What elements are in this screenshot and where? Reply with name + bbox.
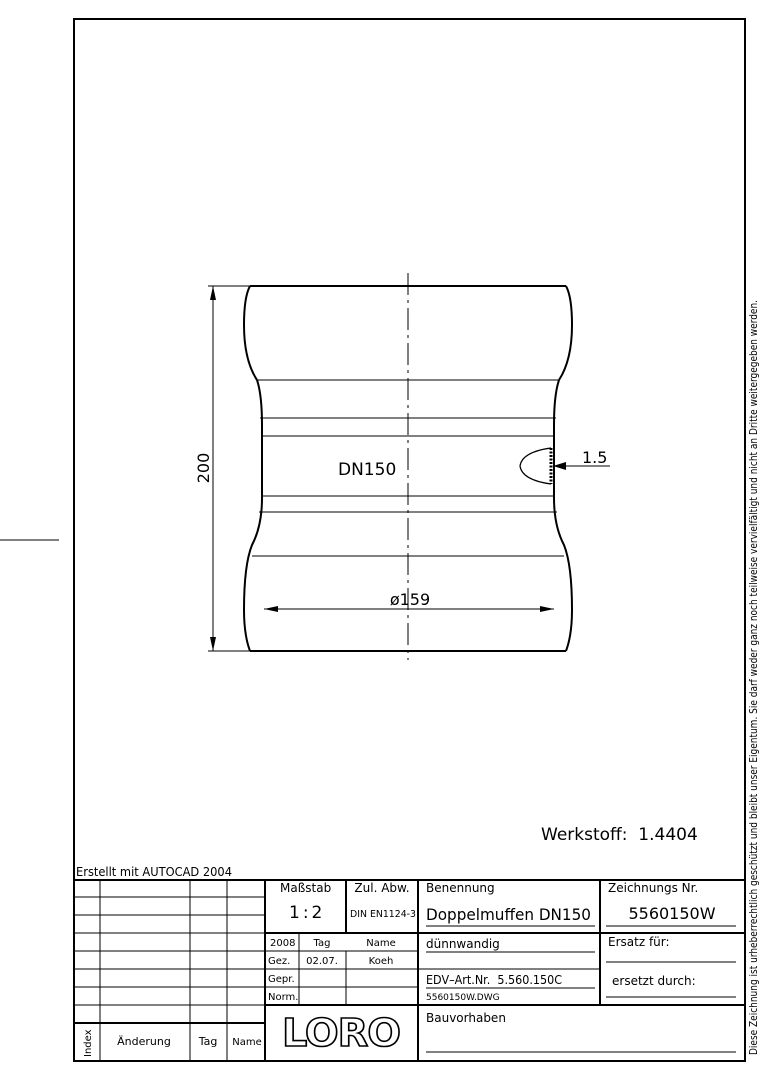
checked-label: Gepr. xyxy=(268,974,295,985)
company-logo xyxy=(282,1011,400,1055)
designation-value: Doppelmuffen DN150 xyxy=(426,905,591,924)
created-with-note: Erstellt mit AUTOCAD 2004 xyxy=(76,865,232,879)
day-header: Tag xyxy=(313,938,331,949)
copyright-note: Diese Zeichnung ist urheberrechtlich geschützt und bleibt unser Eigentum. Sie darf weder ganz noch teilweise vervielfältigt und nicht an Dritte weitergegeben werden. xyxy=(749,199,760,1055)
revision-index-header: Index xyxy=(83,1029,94,1057)
drawing-number-value: 5560150W xyxy=(628,904,716,923)
replaced-by-label: ersetzt durch: xyxy=(612,974,696,988)
wall-thickness-detail xyxy=(520,448,551,484)
name-header: Name xyxy=(366,938,396,949)
scale-value: 1:2 xyxy=(289,903,326,923)
sleeve-left-contour xyxy=(244,286,262,651)
file-name: 5560150W.DWG xyxy=(426,993,500,1003)
drawn-label: Gez. xyxy=(268,956,291,967)
diameter-dimension-label: ø159 xyxy=(389,590,431,609)
drawn-name: Koeh xyxy=(368,956,394,967)
nominal-diameter-label: DN150 xyxy=(338,460,397,480)
edp-article-number: EDV–Art.Nr. 5.560.150C xyxy=(426,973,562,987)
tolerance-label: Zul. Abw. xyxy=(354,881,410,895)
revision-day-header: Tag xyxy=(198,1035,218,1048)
drawn-day: 02.07. xyxy=(306,956,338,967)
variant-text: dünnwandig xyxy=(426,937,500,951)
height-dimension-label: 200 xyxy=(194,452,213,484)
revision-name-header: Name xyxy=(232,1037,262,1048)
scale-label: Maßstab xyxy=(280,881,332,895)
logo-lettering: LORO xyxy=(282,1011,400,1055)
year-cell: 2008 xyxy=(270,938,296,949)
wall-thickness-label: 1.5 xyxy=(582,448,608,467)
project-label: Bauvorhaben xyxy=(426,1011,506,1025)
material-note: Werkstoff: 1.4404 xyxy=(541,825,698,845)
drawing-number-label: Zeichnungs Nr. xyxy=(608,881,699,895)
designation-label: Benennung xyxy=(426,881,495,895)
revision-change-header: Änderung xyxy=(117,1035,171,1048)
replacement-for-label: Ersatz für: xyxy=(608,935,670,949)
norm-label: Norm. xyxy=(268,992,299,1003)
tolerance-value: DIN EN1124-3 xyxy=(350,909,416,920)
